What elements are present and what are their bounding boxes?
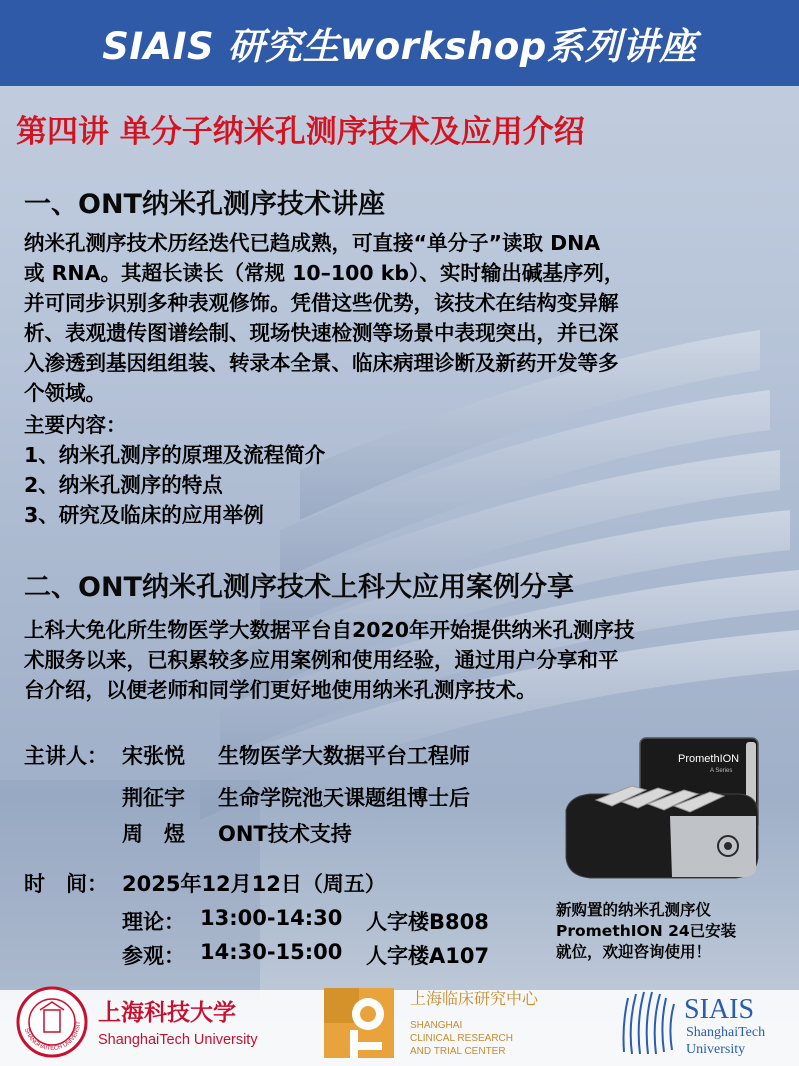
promethion-device-image — [560, 730, 770, 890]
section2-paragraph — [24, 615, 635, 705]
center-en-line: CLINICAL RESEARCH — [410, 1033, 513, 1044]
section2-line: 台介绍，以便老师和同学们更好地使用纳米孔测序技术。 — [24, 678, 537, 702]
caption-line: PromethION 24已安装 — [556, 922, 737, 940]
seal-text: SHANGHAITECH UNIVERSIT — [22, 1021, 83, 1053]
session-place: 人字楼B808 — [366, 910, 489, 934]
section2-heading: 二、ONT纳米孔测序技术上科大应用案例分享 — [24, 572, 574, 603]
session-label: 参观： — [122, 944, 185, 968]
section1-line: 并可同步识别多种表观修饰。凭借这些优势，该技术在结构变异解 — [24, 291, 619, 315]
speaker-title: ONT技术支持 — [218, 822, 352, 846]
section1-line: 析、表观遗传图谱绘制、现场快速检测等场景中表现突出，并已深 — [24, 321, 619, 345]
session-time: 13:00-14:30 — [200, 906, 343, 930]
center-en-line: AND TRIAL CENTER — [410, 1046, 506, 1057]
section1-line: 纳米孔测序技术历经迭代已趋成熟，可直接“单分子”读取 DNA — [24, 231, 601, 255]
poster-title: SIAIS 研究生workshop系列讲座 — [102, 25, 697, 68]
topics-label: 主要内容： — [24, 413, 127, 437]
device-series: A Series — [710, 768, 733, 774]
shanghaitech-cn: 上海科技大学 — [98, 999, 236, 1026]
session-place: 人字楼A107 — [366, 944, 490, 968]
device-caption — [556, 900, 781, 963]
speakers-label: 主讲人： — [24, 744, 108, 768]
speaker-name: 宋张悦 — [122, 744, 185, 768]
time-label: 时 间： — [24, 872, 108, 896]
session-label: 理论： — [122, 910, 185, 934]
topic-item: 2、纳米孔测序的特点 — [24, 473, 223, 497]
shanghaitech-logo — [14, 984, 304, 1060]
section1-line: 个领域。 — [24, 381, 106, 405]
siais-logo — [616, 984, 796, 1060]
lecture-subtitle: 第四讲 单分子纳米孔测序技术及应用介绍 — [16, 114, 585, 150]
siais-name: SIAIS — [684, 994, 755, 1025]
header-banner — [0, 0, 799, 86]
caption-line: 就位，欢迎咨询使用！ — [556, 943, 712, 961]
topics-list — [24, 410, 325, 530]
clinical-center-logo — [320, 984, 590, 1060]
speaker-title: 生命学院池天课题组博士后 — [218, 786, 470, 810]
event-date: 2025年12月12日（周五） — [122, 872, 386, 896]
session-time: 14:30-15:00 — [200, 940, 343, 964]
topic-item: 1、纳米孔测序的原理及流程简介 — [24, 443, 326, 467]
speaker-name: 周 煜 — [122, 822, 185, 846]
section1-paragraph — [24, 228, 624, 408]
speaker-title: 生物医学大数据平台工程师 — [218, 744, 470, 768]
speaker-name: 荆征宇 — [122, 786, 185, 810]
center-cn: 上海临床研究中心 — [410, 989, 539, 1008]
caption-line: 新购置的纳米孔测序仪 — [556, 901, 712, 919]
section1-line: 入渗透到基因组组装、转录本全景、临床病理诊断及新药开发等多 — [24, 351, 619, 375]
device-brand: PromethION — [678, 753, 740, 765]
section1-line: 或 RNA。其超长读长（常规 10–100 kb）、实时输出碱基序列， — [24, 261, 625, 285]
siais-en-line: University — [686, 1042, 746, 1057]
section2-line: 上科大免化所生物医学大数据平台自2020年开始提供纳米孔测序技 — [24, 618, 635, 642]
siais-en-line: ShanghaiTech — [686, 1025, 766, 1040]
shanghaitech-en: ShanghaiTech University — [98, 1032, 258, 1048]
topic-item: 3、研究及临床的应用举例 — [24, 503, 264, 527]
center-en-line: SHANGHAI — [410, 1020, 463, 1031]
section2-line: 术服务以来，已积累较多应用案例和使用经验，通过用户分享和平 — [24, 648, 619, 672]
section1-heading: 一、ONT纳米孔测序技术讲座 — [24, 189, 385, 220]
